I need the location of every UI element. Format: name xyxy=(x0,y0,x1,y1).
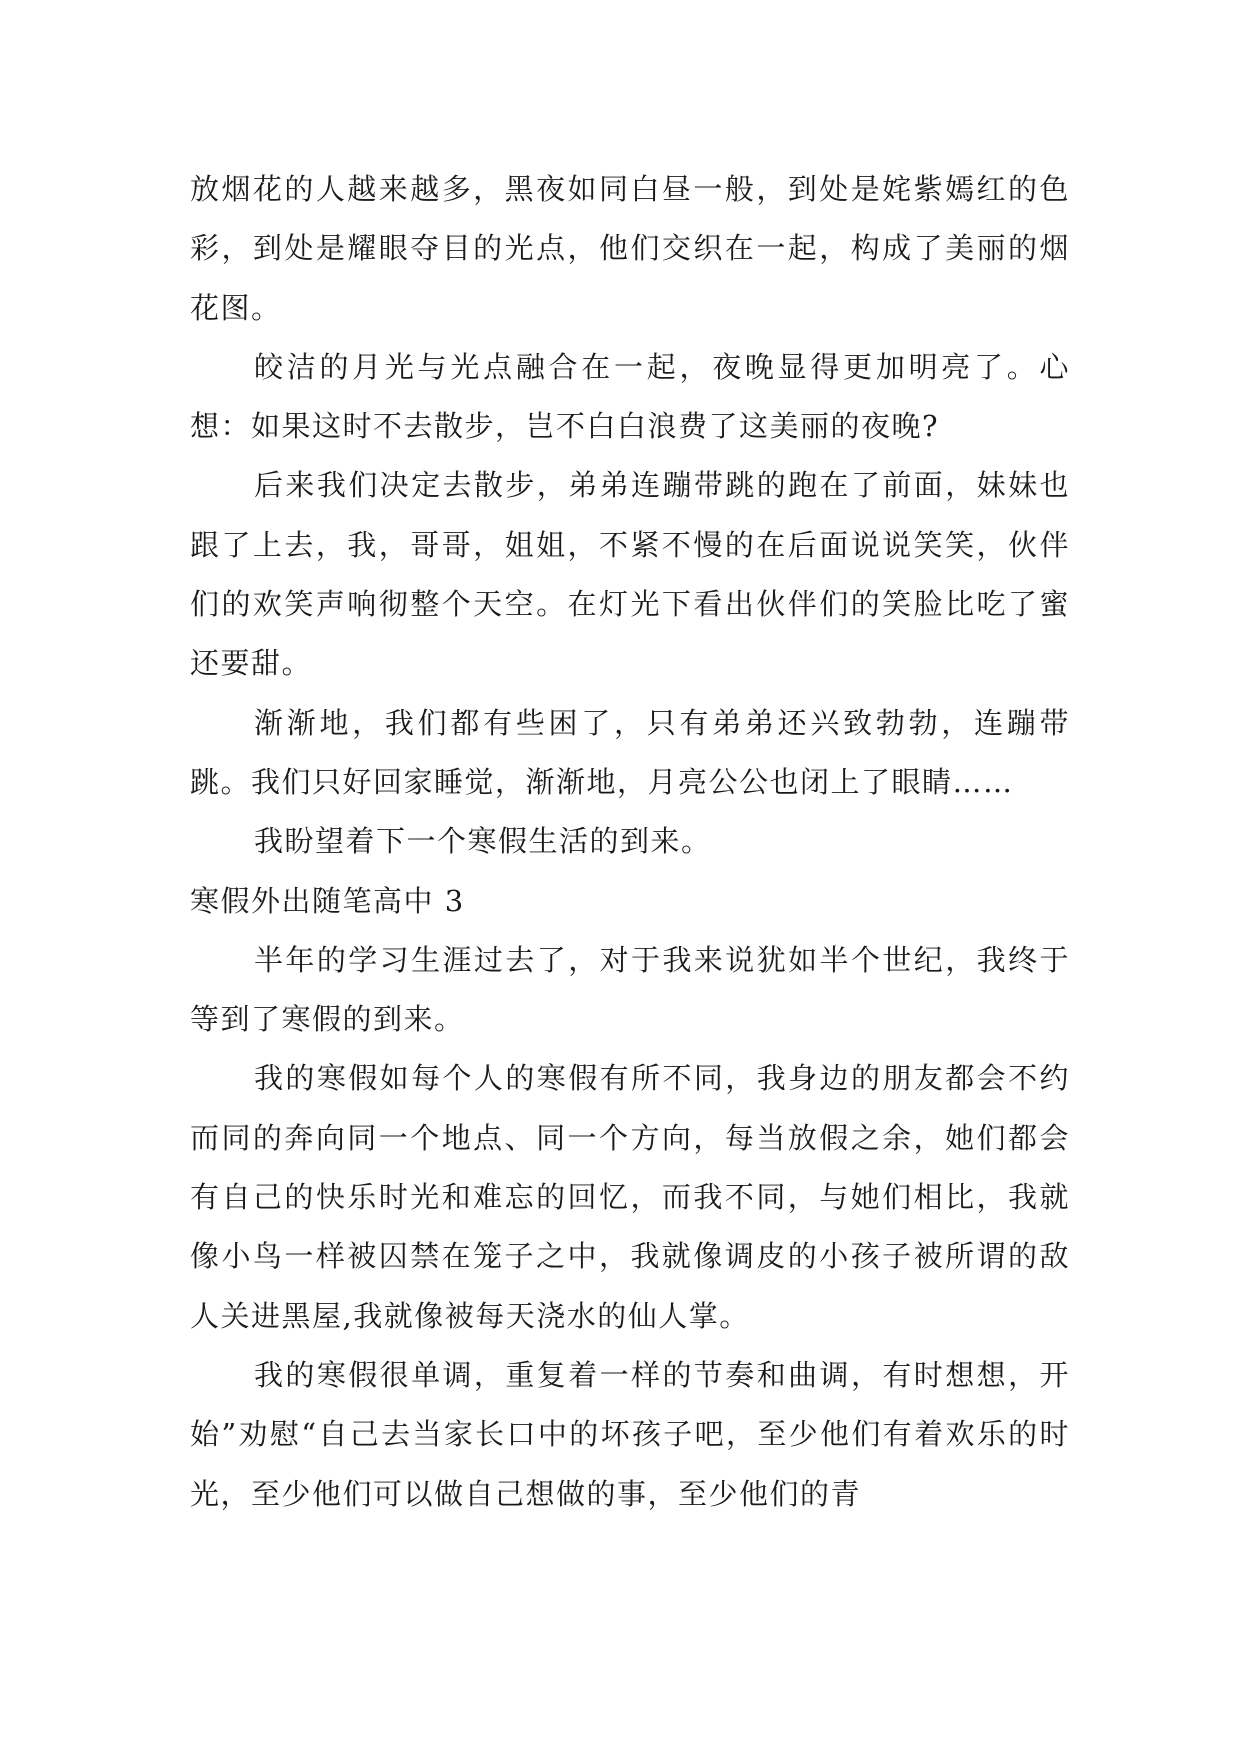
paragraph-different-holiday: 我的寒假如每个人的寒假有所不同，我身边的朋友都会不约而同的奔向同一个地点、同一个方向，每当放假之余，她们都会有自己的快乐时光和难忘的回忆，而我不同，与她们相比，我就像小鸟一样被囚禁在笼子之中，我就像调皮的小孩子被所谓的敌人关进黑屋,我就像被每天浇水的仙人掌。 xyxy=(190,1061,1070,1333)
paragraph-walk: 后来我们决定去散步，弟弟连蹦带跳的跑在了前面，妹妹也跟了上去，我，哥哥，姐姐，不紧不慢的在后面说说笑笑，伙伴们的欢笑声响彻整个天空。在灯光下看出伙伴们的笑脸比吃了蜜还要甜。 xyxy=(190,468,1070,681)
paragraph-fireworks-continued: 放烟花的人越来越多，黑夜如同白昼一般，到处是姹紫嫣红的色彩，到处是耀眼夺目的光点，他们交织在一起，构成了美丽的烟花图。 xyxy=(190,172,1070,325)
document-body xyxy=(190,160,1070,1524)
paragraph-moonlight: 皎洁的月光与光点融合在一起，夜晚显得更加明亮了。心想：如果这时不去散步，岂不白白浪费了这美丽的夜晚? xyxy=(190,349,1070,444)
paragraph-looking-forward: 我盼望着下一个寒假生活的到来。 xyxy=(254,824,712,859)
paragraph-half-year: 半年的学习生涯过去了，对于我来说犹如半个世纪，我终于等到了寒假的到来。 xyxy=(190,942,1070,1037)
section-heading: 寒假外出随笔高中 3 xyxy=(190,883,465,918)
paragraph-monotonous-holiday: 我的寒假很单调，重复着一样的节奏和曲调，有时想想，开始”劝慰“自己去当家长口中的坏孩子吧，至少他们有着欢乐的时光，至少他们可以做自己想做的事，至少他们的青 xyxy=(190,1357,1070,1511)
paragraph-sleepy: 渐渐地，我们都有些困了，只有弟弟还兴致勃勃，连蹦带跳。我们只好回家睡觉，渐渐地，月亮公公也闭上了眼睛…… xyxy=(190,705,1070,799)
